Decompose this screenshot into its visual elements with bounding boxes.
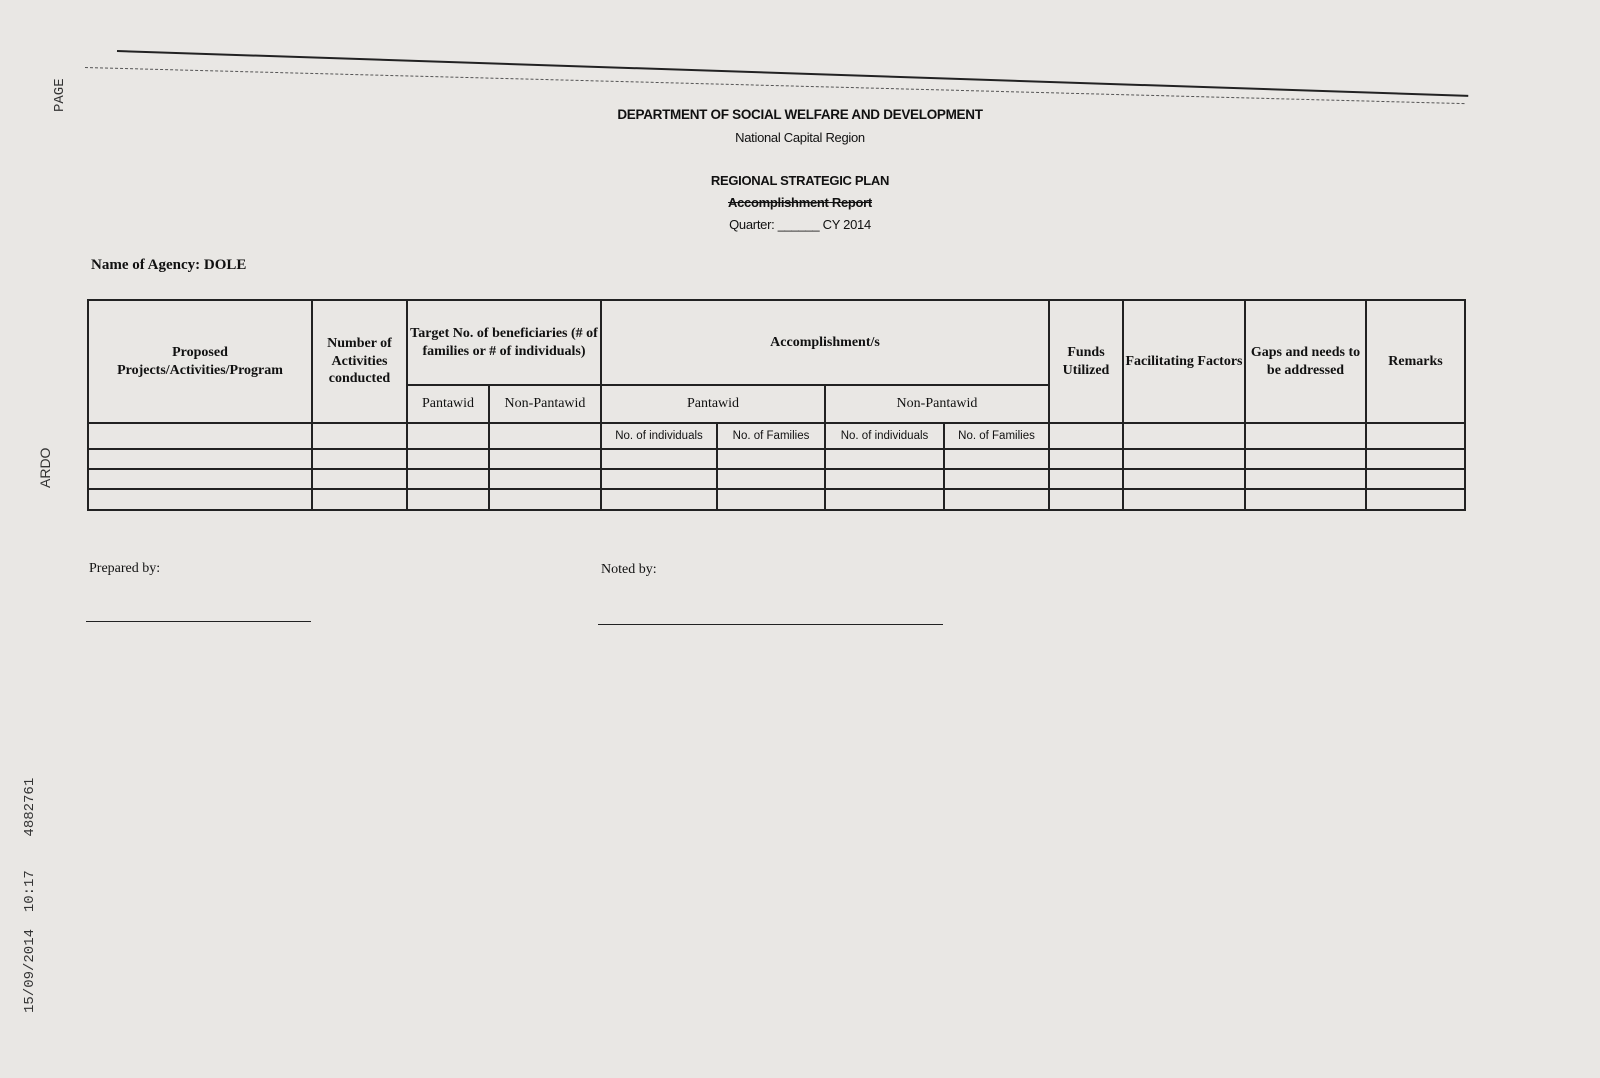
prepared-by-label: Prepared by: [89,561,161,576]
table-row [88,449,1465,469]
page-label: PAGE [52,78,68,112]
noted-by-signature-line [598,624,943,625]
header-acc-non-pantawid: Non-Pantawid [825,385,1049,423]
header-non-pantawid-individuals: No. of individuals [825,423,944,449]
header-number-activities: Number of Activities conducted [312,300,407,423]
header-acc-pantawid: Pantawid [601,385,825,423]
header-facilitating: Facilitating Factors [1123,300,1245,423]
header-pantawid-families: No. of Families [717,423,825,449]
plan-title: REGIONAL STRATEGIC PLAN [710,173,890,188]
accomplishment-table [87,299,1466,511]
header-remarks: Remarks [1366,300,1465,423]
header-target: Target No. of beneficiaries (# of families or # of individuals) [407,300,601,385]
header-target-pantawid: Pantawid [407,385,489,423]
prepared-by-signature-line [86,621,311,622]
department-title: DEPARTMENT OF SOCIAL WELFARE AND DEVELOPMENT [617,107,983,122]
header-gaps: Gaps and needs to be addressed [1245,300,1366,423]
fax-stamp: 15/09/2014 10:17 4882761 [22,777,38,1013]
header-proposed: Proposed Projects/Activities/Program [88,300,312,423]
agency-name: Name of Agency: DOLE [91,257,247,273]
region-title: National Capital Region [735,130,865,145]
header-accomplishment: Accomplishment/s [601,300,1049,385]
noted-by-label: Noted by: [601,562,657,577]
header-target-non-pantawid: Non-Pantawid [489,385,601,423]
ardo-label: ARDO [37,447,53,488]
report-title: Accomplishment Report [728,195,872,210]
header-pantawid-individuals: No. of individuals [601,423,717,449]
table-row [88,489,1465,510]
header-funds: Funds Utilized [1049,300,1123,423]
quarter-line: Quarter: ______ CY 2014 [729,217,871,232]
header-non-pantawid-families: No. of Families [944,423,1049,449]
table-row [88,469,1465,489]
